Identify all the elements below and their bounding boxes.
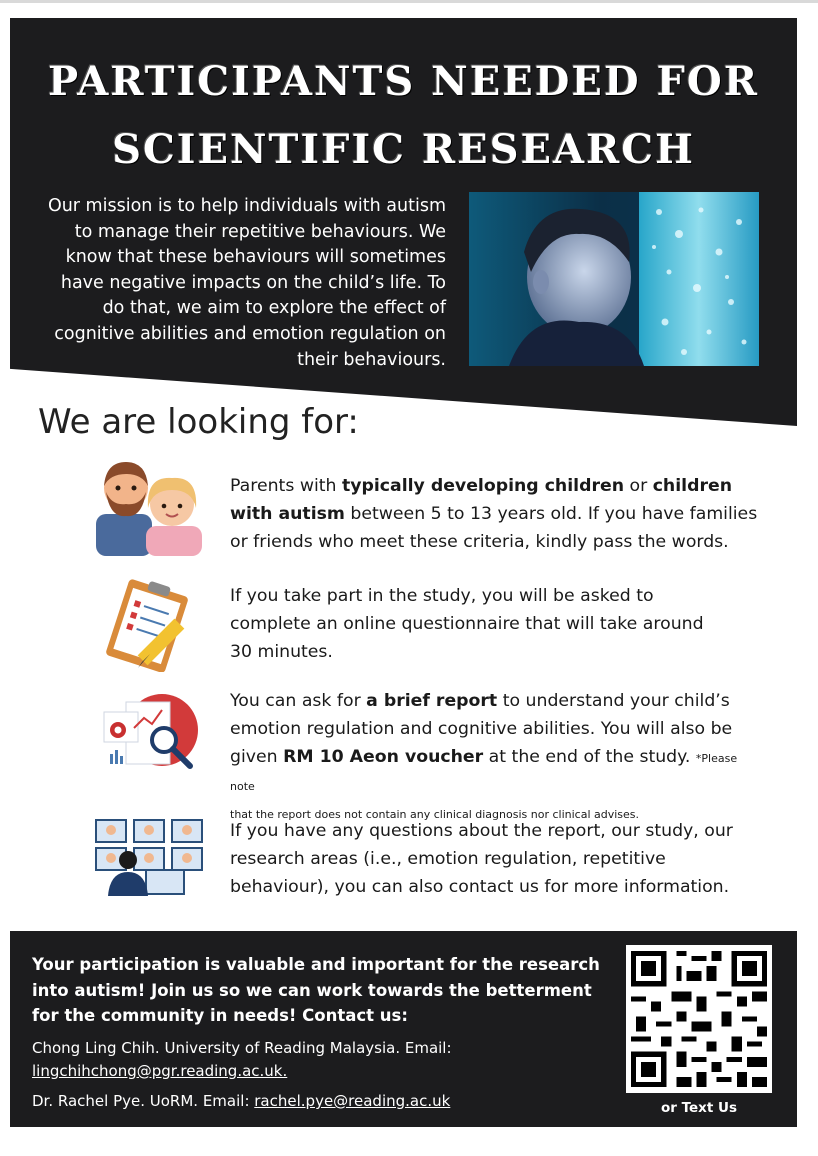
mission-line: their behaviours.: [297, 349, 446, 370]
contact-pye: [32, 1090, 592, 1113]
page-title: [10, 48, 797, 184]
top-rule: [0, 0, 818, 3]
report-text: [230, 687, 760, 827]
report-magnifier-icon: [100, 690, 200, 780]
report-note-rest: that the report does not contain any clinical diagnosis nor clinical advises.: [230, 808, 640, 821]
video-call-icon: [94, 818, 204, 896]
email-link-pye[interactable]: rachel.pye@reading.ac.uk: [254, 1092, 451, 1110]
title-line-1: PARTICIPANTS NEEDED FOR: [48, 58, 759, 105]
criteria-text-part: or: [624, 476, 653, 496]
hero-photo-child-bubble-tube: [469, 192, 759, 366]
report-text-part: to understand your child’s emotion regulation and cognitive abilities. You will also be given: [230, 691, 733, 767]
mission-line: have negative impacts on the child’s life. To: [60, 272, 446, 293]
contact-pye-name: Dr. Rachel Pye. UoRM. Email:: [32, 1092, 255, 1110]
criteria-text-part: Parents with: [230, 476, 342, 496]
mission-line: Our mission is to help individuals with autism: [47, 196, 446, 216]
mission-line: know that these behaviours will sometimes: [65, 247, 446, 268]
clipboard-icon: [98, 576, 202, 672]
report-note-start: *Please note: [230, 752, 738, 793]
section-heading-looking-for: We are looking for:: [38, 402, 359, 442]
contact-chong-name: Chong Ling Chih. University of Reading Malaysia. Email:: [32, 1039, 452, 1057]
report-text-part: at the end of the study.: [483, 747, 696, 767]
qr-caption: or Text Us: [660, 1100, 738, 1116]
criteria-bold-autism: children with autism: [230, 476, 732, 524]
questionnaire-text: If you take part in the study, you will be asked to complete an online questionnaire that will take around 30 minutes.: [230, 586, 704, 662]
contact-chong: [32, 1037, 592, 1083]
qr-code-icon: [626, 945, 772, 1093]
email-link-chong[interactable]: lingchihchong@pgr.reading.ac.uk.: [32, 1062, 288, 1080]
report-bold-voucher: RM 10 Aeon voucher: [283, 747, 484, 767]
mission-line: do that, we aim to explore the effect of: [102, 298, 446, 319]
qr-code[interactable]: [626, 945, 772, 1093]
title-line-2: SCIENTIFIC RESEARCH: [112, 126, 695, 173]
mission-statement: [40, 194, 446, 373]
report-text-part: You can ask for: [230, 691, 367, 711]
criteria-text: [230, 472, 760, 556]
mission-line: cognitive abilities and emotion regulation on: [54, 323, 446, 344]
criteria-bold-typical: typically developing children: [341, 476, 625, 496]
report-bold-brief: a brief report: [366, 691, 498, 711]
family-icon: [96, 456, 204, 556]
criteria-text-part: between 5 to 13 years old. If you have families or friends who meet these criteria, kindly pass the words.: [230, 504, 758, 552]
footer-call-to-action: Your participation is valuable and important for the research into autism! Join us so we can work towards the betterment for the community in needs! Contact us:: [32, 955, 600, 1025]
hero-photo-illustration: [469, 192, 759, 366]
mission-line: to manage their repetitive behaviours. We: [74, 221, 446, 242]
contact-info-text: If you have any questions about the report, our study, our research areas (i.e., emotion regulation, repetitive behaviour), you can also contact us for more information.: [230, 821, 733, 897]
